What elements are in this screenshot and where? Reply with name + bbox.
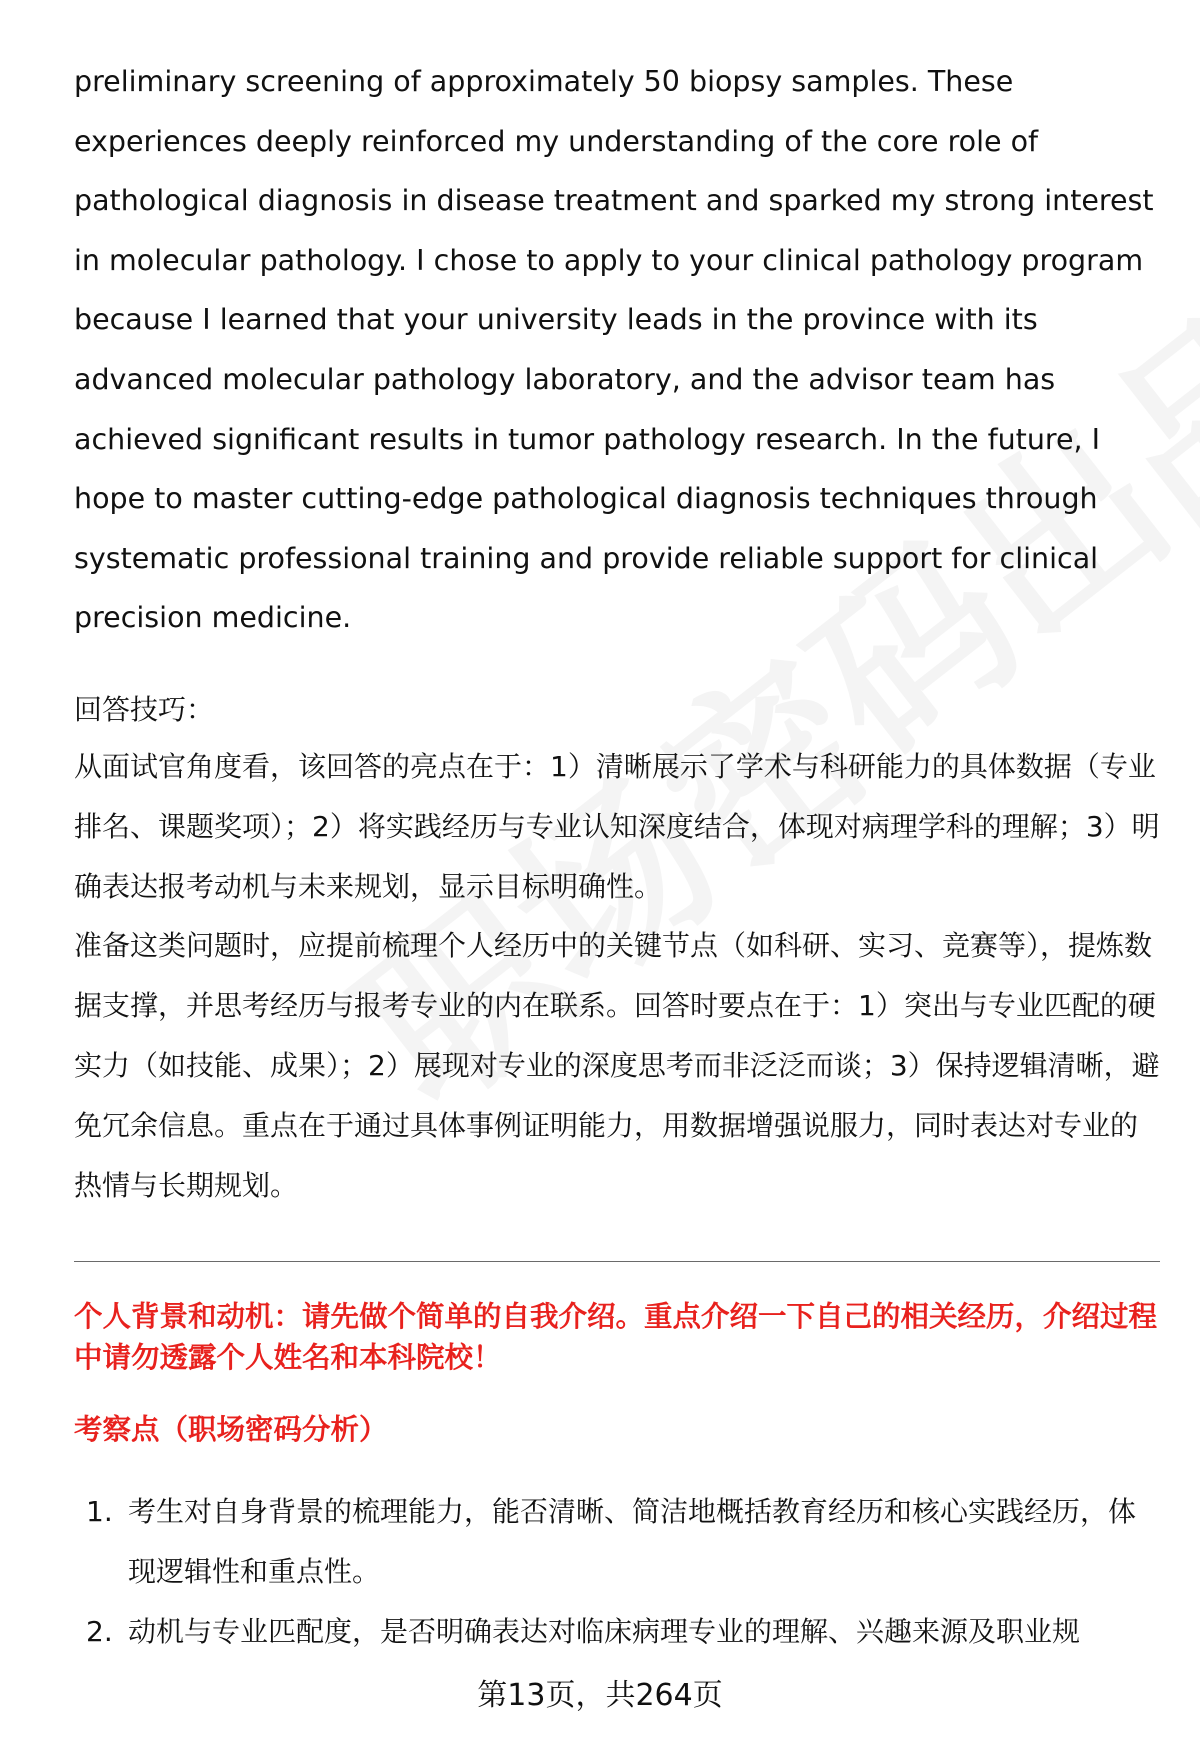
list-item-number: 1. — [86, 1495, 113, 1528]
key-points-list — [74, 1482, 1160, 1662]
key-points-title: 考察点（职场密码分析） — [74, 1413, 388, 1446]
list-item-text: 考生对自身背景的梳理能力，能否清晰、简洁地概括教育经历和核心实践经历，体现逻辑性和重点性。 — [128, 1495, 1137, 1588]
tips-title: 回答技巧： — [74, 693, 215, 726]
intro-paragraph: preliminary screening of approximately 50 biopsy samples. These experiences deeply reinforced my understanding of the core role of pathological diagnosis in disease treatment and sparked my strong interest in molecular pathology. I chose to apply to your clinical pathology program because I learned that your university leads in the province with its advanced molecular pathology laboratory, and the advisor team has achieved significant results in tumor pathology research. In the future, I hope to master cutting-edge pathological diagnosis techniques through systematic professional training and provide reliable support for clinical precision medicine. — [74, 65, 1154, 635]
list-item-number: 2. — [86, 1615, 113, 1648]
document-page — [74, 0, 1160, 1755]
question-heading: 个人背景和动机：请先做个简单的自我介绍。重点介绍一下自己的相关经历，介绍过程中请勿透露个人姓名和本科院校！ — [74, 1300, 1158, 1374]
list-item — [74, 1602, 1160, 1662]
list-item-text: 动机与专业匹配度，是否明确表达对临床病理专业的理解、兴趣来源及职业规 — [128, 1615, 1081, 1648]
tips-paragraph-1: 从面试官角度看，该回答的亮点在于：1）清晰展示了学术与科研能力的具体数据（专业排名、课题奖项）；2）将实践经历与专业认知深度结合，体现对病理学科的理解；3）明确表达报考动机与未来规划，显示目标明确性。 — [74, 750, 1160, 903]
section-divider — [74, 1261, 1160, 1262]
tips-paragraph-2: 准备这类问题时，应提前梳理个人经历中的关键节点（如科研、实习、竞赛等），提炼数据支撑，并思考经历与报考专业的内在联系。回答时要点在于：1）突出与专业匹配的硬实力（如技能、成果）；2）展现对专业的深度思考而非泛泛而谈；3）保持逻辑清晰，避免冗余信息。重点在于通过具体事例证明能力，用数据增强说服力，同时表达对专业的热情与长期规划。 — [74, 929, 1160, 1202]
list-item — [74, 1482, 1160, 1602]
tips-body — [74, 737, 1160, 1215]
page-number: 第13页，共264页 — [477, 1678, 723, 1713]
